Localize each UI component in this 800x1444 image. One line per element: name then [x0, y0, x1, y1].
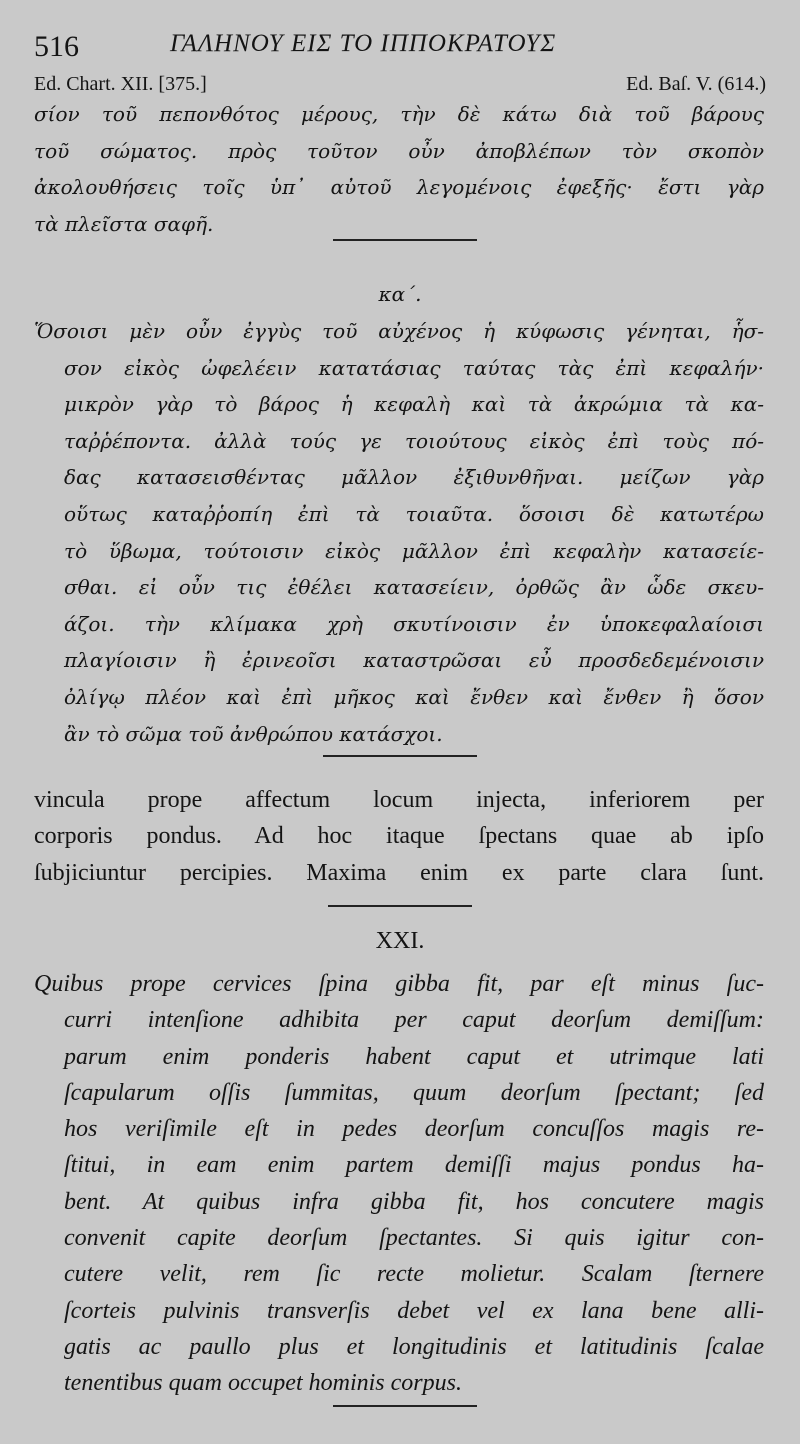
text-line: σον εἰκὸς ὠφελέειν κατατάσιας ταύτας τὰς ἐπὶ κεφαλήν· — [64, 355, 764, 380]
text-line: σθαι. εἰ οὖν τις ἐθέλει κατασείειν, ὀρθῶς ἂν ὧδε σκευ- — [64, 575, 764, 600]
text-line: σίον τοῦ πεπονθότος μέρους, τὴν δὲ κάτω διὰ τοῦ βάρους — [34, 102, 764, 126]
text-line: ἂν τὸ σῶμα τοῦ ἀνθρώπου κατάσχοι. — [64, 721, 443, 746]
text-line: convenit capite deorſum ſpectantes. Si quis igitur con- — [64, 1225, 764, 1252]
text-line: οὕτως καταῤῥοπίη ἐπὶ τὰ τοιαῦτα. ὅσοισι δὲ κατωτέρω — [64, 501, 764, 526]
text-line: corporis pondus. Ad hoc itaque ſpectans quae ab ipſo — [34, 823, 764, 850]
text-line: gatis ac paullo plus et longitudinis et latitudinis ſcalae — [64, 1333, 764, 1360]
page-number: 516 — [34, 30, 79, 63]
text-line: Ὅσοισι μὲν οὖν ἐγγὺς τοῦ αὐχένος ἡ κύφωσις γένηται, ἧσ- — [34, 319, 764, 343]
text-line: τὸ ὕβωμα, τούτοισιν εἰκὸς μᾶλλον ἐπὶ κεφαλὴν κατασείε- — [64, 538, 764, 563]
latin-section-number: XXI. — [375, 928, 425, 954]
text-line: parum enim ponderis habent caput et utrimque lati — [64, 1043, 764, 1070]
text-line: ſtitui, in eam enim partem demiſſi majus pondus ha- — [64, 1152, 764, 1179]
text-line: τοῦ σώματος. πρὸς τοῦτον οὖν ἀποβλέπων τὸν σκοπὸν — [34, 138, 764, 163]
text-line: άζοι. τὴν κλίμακα χρὴ σκυτίνοισιν ἐν ὑποκεφαλαίοισι — [64, 611, 764, 636]
edition-reference-right: Ed. Baſ. V. (614.) — [626, 73, 766, 95]
text-line: cutere velit, rem ſic recte molietur. Scalam ſternere — [64, 1261, 764, 1288]
text-line: curri intenſione adhibita per caput deorſum demiſſum: — [64, 1007, 764, 1034]
text-line: ſubjiciuntur percipies. Maxima enim ex parte clara ſunt. — [34, 859, 764, 886]
running-title: ΓΑΛΗΝΟΥ ΕΙΣ ΤΟ ΙΠΠΟΚΡΑΤΟΥΣ — [170, 30, 557, 57]
text-line: vincula prope affectum locum injecta, inferiorem per — [34, 787, 764, 813]
text-line: ὀλίγῳ πλέον καὶ ἐπὶ μῆκος καὶ ἔνθεν καὶ ἔνθεν ἢ ὅσον — [64, 684, 764, 709]
text-line: hos veriſimile eſt in pedes deorſum concuſſos magis re- — [64, 1116, 764, 1143]
text-line: bent. At quibus infra gibba fit, hos concutere magis — [64, 1188, 764, 1215]
section-divider — [333, 1405, 477, 1407]
text-line: tenentibus quam occupet hominis corpus. — [64, 1370, 462, 1397]
section-divider — [323, 755, 477, 757]
text-line: ſcorteis pulvinis transverſis debet vel ex lana bene alli- — [64, 1297, 764, 1324]
latin-section-paragraph — [34, 966, 764, 1402]
text-line: μικρὸν γὰρ τὸ βάρος ἡ κεφαλὴ καὶ τὰ ἀκρώμια τὰ κα- — [64, 392, 764, 417]
latin-continuation-paragraph — [34, 782, 764, 891]
text-line: τὰ πλεῖστα σαφῆ. — [34, 211, 214, 236]
greek-section-number: κα΄. — [378, 282, 422, 306]
greek-section-paragraph — [34, 313, 764, 752]
text-line: δας κατασεισθέντας μᾶλλον ἐξιθυνθῆναι. μείζων γὰρ — [64, 465, 764, 490]
greek-continuation-paragraph — [34, 96, 764, 242]
text-line: ſcapularum oſſis ſummitas, quum deorſum ſpectant; ſed — [64, 1079, 764, 1106]
edition-reference-left: Ed. Chart. XII. [375.] — [34, 73, 207, 95]
section-divider — [328, 905, 472, 907]
section-divider — [333, 239, 477, 241]
text-line: Quibus prope cervices ſpina gibba fit, par eſt minus ſuc- — [34, 971, 764, 997]
text-line: ἀκολουθήσεις τοῖς ὑπ᾽ αὐτοῦ λεγομένοις ἐφεξῆς· ἔστι γὰρ — [34, 175, 764, 200]
text-line: ταῤῥέποντα. ἀλλὰ τούς γε τοιούτους εἰκὸς ἐπὶ τοὺς πό- — [64, 428, 764, 453]
text-line: πλαγίοισιν ἢ ἐρινεοῖσι καταστρῶσαι εὖ προσδεδεμένοισιν — [64, 648, 764, 673]
